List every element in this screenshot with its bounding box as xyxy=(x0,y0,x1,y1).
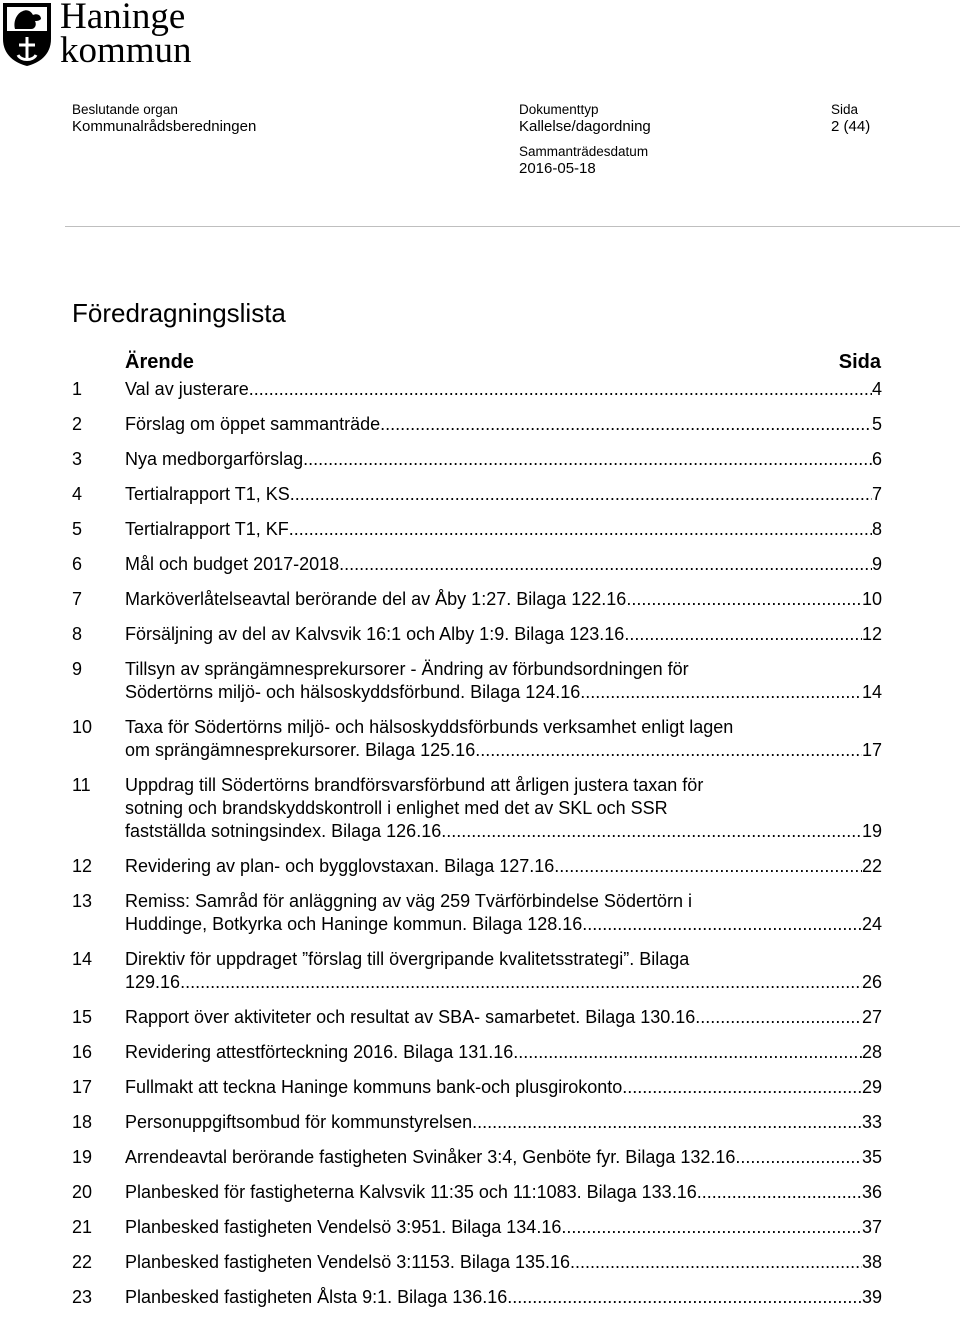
agenda-item-line: sotning och brandskyddskontroll i enlighet med det av SKL och SSR xyxy=(125,798,668,818)
agenda-item-title: Södertörns miljö- och hälsoskyddsförbund. Bilaga 124.16 xyxy=(125,682,581,702)
dot-leader xyxy=(695,1006,862,1029)
dot-leader xyxy=(290,483,872,506)
column-header-page: Sida xyxy=(838,351,881,373)
agenda-item-last-line xyxy=(125,739,882,762)
organ-label: Beslutande organ xyxy=(72,102,178,117)
agenda-item xyxy=(72,1181,882,1204)
agenda-item-text xyxy=(125,1006,882,1029)
header-divider xyxy=(65,226,960,227)
page-block xyxy=(831,101,870,135)
date-label: Sammanträdesdatum xyxy=(519,144,649,159)
logo-wordmark xyxy=(60,0,192,71)
page-label: Sida xyxy=(831,102,859,117)
agenda-item-title: Tertialrapport T1, KS xyxy=(125,484,290,504)
dot-leader xyxy=(380,413,872,436)
agenda-item-number: 3 xyxy=(72,449,83,469)
agenda-item-text xyxy=(125,855,882,878)
agenda-item xyxy=(72,1111,882,1134)
agenda-item-title: Rapport över aktiviteter och resultat av SBA- samarbetet. Bilaga 130.16 xyxy=(125,1007,696,1027)
agenda-item-number: 8 xyxy=(72,624,83,644)
agenda-item-title: Mål och budget 2017-2018 xyxy=(125,554,340,574)
dot-leader xyxy=(441,820,862,843)
agenda-item-page: 26 xyxy=(861,972,882,992)
agenda-item xyxy=(72,448,882,471)
agenda-item-last-line xyxy=(125,623,882,646)
agenda-item-text xyxy=(125,483,882,506)
dot-leader xyxy=(475,739,862,762)
agenda-item-text xyxy=(125,890,882,936)
agenda-item-text xyxy=(125,1076,882,1099)
doctype-block xyxy=(519,101,651,135)
dot-leader xyxy=(180,971,862,994)
agenda-item-text xyxy=(125,413,882,436)
organ-value: Kommunalrådsberedningen xyxy=(72,118,257,135)
agenda-item-title: Planbesked fastigheten Ålsta 9:1. Bilaga 136.16 xyxy=(125,1287,508,1307)
agenda-item-line: Tillsyn av sprängämnesprekursorer - Ändring av förbundsordningen för xyxy=(125,659,689,679)
agenda-item-page: 35 xyxy=(861,1147,882,1167)
agenda-item xyxy=(72,1251,882,1274)
agenda-item-title: Fullmakt att teckna Haninge kommuns bank-och plusgirokonto xyxy=(125,1077,623,1097)
agenda-item xyxy=(72,1076,882,1099)
doctype-label: Dokumenttyp xyxy=(519,102,599,117)
agenda-item xyxy=(72,378,882,401)
agenda-item xyxy=(72,948,882,994)
agenda-item-text xyxy=(125,1111,882,1134)
agenda-item-last-line xyxy=(125,413,882,436)
agenda-item-last-line xyxy=(125,1111,882,1134)
agenda-item-page: 17 xyxy=(861,740,882,760)
agenda-item-page: 22 xyxy=(861,856,882,876)
agenda-item-title: Planbesked fastigheten Vendelsö 3:1153. Bilaga 135.16 xyxy=(125,1252,571,1272)
agenda-item xyxy=(72,1286,882,1309)
agenda-item xyxy=(72,1041,882,1064)
agenda-item-number: 5 xyxy=(72,519,83,539)
agenda-item-number: 16 xyxy=(72,1042,93,1062)
agenda-item-number: 2 xyxy=(72,414,83,434)
agenda-item-last-line xyxy=(125,971,882,994)
agenda-item-last-line xyxy=(125,518,882,541)
agenda-item-number: 4 xyxy=(72,484,83,504)
agenda-item-line: Taxa för Södertörns miljö- och hälsoskyddsförbunds verksamhet enligt lagen xyxy=(125,717,734,737)
agenda-item-last-line xyxy=(125,681,882,704)
agenda-item-page: 39 xyxy=(861,1287,882,1307)
agenda-list xyxy=(72,378,882,1321)
agenda-item-last-line xyxy=(125,1006,882,1029)
agenda-item-title: Tertialrapport T1, KF xyxy=(125,519,289,539)
agenda-item-text xyxy=(125,588,882,611)
municipality-logo xyxy=(0,0,230,72)
agenda-item-text xyxy=(125,623,882,646)
doctype-value: Kallelse/dagordning xyxy=(519,118,651,135)
agenda-item-number: 10 xyxy=(72,717,93,737)
agenda-item xyxy=(72,623,882,646)
document-title: Föredragningslista xyxy=(72,298,286,328)
agenda-item xyxy=(72,1146,882,1169)
date-block xyxy=(519,143,648,177)
agenda-item-text xyxy=(125,1286,882,1309)
agenda-item-page: 10 xyxy=(861,589,882,609)
agenda-item-page: 4 xyxy=(871,379,882,399)
agenda-item-title: Marköverlåtelseavtal berörande del av Åby 1:27. Bilaga 122.16 xyxy=(125,589,627,609)
dot-leader xyxy=(303,448,872,471)
dot-leader xyxy=(561,1216,862,1239)
agenda-item-number: 19 xyxy=(72,1147,93,1167)
column-header-item: Ärende xyxy=(125,351,194,373)
agenda-item-title: om sprängämnesprekursorer. Bilaga 125.16 xyxy=(125,740,476,760)
agenda-item-last-line xyxy=(125,588,882,611)
date-value: 2016-05-18 xyxy=(519,160,596,177)
agenda-item xyxy=(72,774,882,843)
agenda-item-title: Planbesked fastigheten Vendelsö 3:951. Bilaga 134.16 xyxy=(125,1217,562,1237)
agenda-item-title: Försäljning av del av Kalvsvik 16:1 och Alby 1:9. Bilaga 123.16 xyxy=(125,624,625,644)
logo-line-1: Haninge xyxy=(60,0,186,37)
agenda-item-page: 5 xyxy=(871,414,882,434)
agenda-item xyxy=(72,658,882,704)
agenda-item-last-line xyxy=(125,553,882,576)
agenda-item-last-line xyxy=(125,448,882,471)
agenda-item-number: 23 xyxy=(72,1287,93,1307)
agenda-item-number: 18 xyxy=(72,1112,93,1132)
agenda-item-page: 29 xyxy=(861,1077,882,1097)
agenda-item-page: 24 xyxy=(861,914,882,934)
agenda-item-title: Förslag om öppet sammanträde xyxy=(125,414,381,434)
agenda-item-line: Uppdrag till Södertörns brandförsvarsförbund att årligen justera taxan för xyxy=(125,775,704,795)
agenda-item xyxy=(72,413,882,436)
agenda-item-text xyxy=(125,448,882,471)
agenda-item-title: Revidering attestförteckning 2016. Bilaga 131.16 xyxy=(125,1042,514,1062)
dot-leader xyxy=(570,1251,862,1274)
dot-leader xyxy=(249,378,872,401)
dot-leader xyxy=(507,1286,862,1309)
agenda-item-page: 37 xyxy=(861,1217,882,1237)
agenda-item xyxy=(72,588,882,611)
agenda-item-text xyxy=(125,716,882,762)
agenda-item-title: fastställda sotningsindex. Bilaga 126.16 xyxy=(125,821,442,841)
agenda-item-page: 19 xyxy=(861,821,882,841)
dot-leader xyxy=(624,623,862,646)
agenda-item-last-line xyxy=(125,820,882,843)
agenda-item-text xyxy=(125,518,882,541)
agenda-item xyxy=(72,855,882,878)
agenda-item-number: 6 xyxy=(72,554,83,574)
dot-leader xyxy=(622,1076,862,1099)
agenda-item-title: Revidering av plan- och bygglovstaxan. Bilaga 127.16 xyxy=(125,856,555,876)
agenda-item-last-line xyxy=(125,1146,882,1169)
agenda-item-title: Nya medborgarförslag xyxy=(125,449,304,469)
dot-leader xyxy=(513,1041,862,1064)
agenda-item-page: 36 xyxy=(861,1182,882,1202)
agenda-item-text xyxy=(125,1041,882,1064)
page-value: 2 (44) xyxy=(831,118,871,135)
agenda-item-last-line xyxy=(125,855,882,878)
agenda-item-page: 12 xyxy=(861,624,882,644)
logo-line-2: kommun xyxy=(60,30,192,71)
agenda-item-number: 21 xyxy=(72,1217,93,1237)
agenda-item-text xyxy=(125,1146,882,1169)
agenda-item xyxy=(72,518,882,541)
agenda-item xyxy=(72,716,882,762)
dot-leader xyxy=(289,518,872,541)
agenda-item-page: 7 xyxy=(871,484,882,504)
agenda-item-last-line xyxy=(125,1181,882,1204)
agenda-item-text xyxy=(125,658,882,704)
dot-leader xyxy=(582,913,862,936)
agenda-item-last-line xyxy=(125,378,882,401)
coat-of-arms-icon xyxy=(1,1,53,67)
dot-leader xyxy=(472,1111,862,1134)
agenda-item-line: Direktiv för uppdraget ”förslag till övergripande kvalitetsstrategi”. Bilaga xyxy=(125,949,690,969)
agenda-item-text xyxy=(125,378,882,401)
agenda-item-line: Remiss: Samråd för anläggning av väg 259 Tvärförbindelse Södertörn i xyxy=(125,891,692,911)
agenda-item-page: 6 xyxy=(871,449,882,469)
agenda-item-last-line xyxy=(125,1286,882,1309)
agenda-item-page: 14 xyxy=(861,682,882,702)
agenda-item-number: 9 xyxy=(72,659,83,679)
agenda-item-text xyxy=(125,553,882,576)
agenda-item-last-line xyxy=(125,1041,882,1064)
agenda-item-title: Personuppgiftsombud för kommunstyrelsen xyxy=(125,1112,473,1132)
agenda-item-text xyxy=(125,948,882,994)
agenda-item-title: Arrendeavtal berörande fastigheten Svinåker 3:4, Genböte fyr. Bilaga 132.16 xyxy=(125,1147,736,1167)
organ-block xyxy=(72,101,256,135)
agenda-item-number: 1 xyxy=(72,379,83,399)
agenda-item-last-line xyxy=(125,1251,882,1274)
agenda-item-page: 8 xyxy=(871,519,882,539)
agenda-item-last-line xyxy=(125,1216,882,1239)
dot-leader xyxy=(339,553,872,576)
dot-leader xyxy=(735,1146,862,1169)
agenda-item-number: 22 xyxy=(72,1252,93,1272)
agenda-item-title: Planbesked för fastigheterna Kalvsvik 11:35 och 11:1083. Bilaga 133.16 xyxy=(125,1182,697,1202)
dot-leader xyxy=(697,1181,862,1204)
agenda-item-number: 14 xyxy=(72,949,93,969)
dot-leader xyxy=(580,681,862,704)
dot-leader xyxy=(626,588,862,611)
agenda-item-page: 9 xyxy=(871,554,882,574)
agenda-item-title: 129.16 xyxy=(125,972,181,992)
agenda-item-title: Huddinge, Botkyrka och Haninge kommun. Bilaga 128.16 xyxy=(125,914,583,934)
agenda-item-last-line xyxy=(125,483,882,506)
agenda-item-number: 7 xyxy=(72,589,83,609)
agenda-item xyxy=(72,483,882,506)
agenda-item-number: 15 xyxy=(72,1007,93,1027)
agenda-item xyxy=(72,1216,882,1239)
agenda-item-number: 20 xyxy=(72,1182,93,1202)
agenda-item-page: 33 xyxy=(861,1112,882,1132)
agenda-item-title: Val av justerare xyxy=(125,379,249,399)
agenda-item-text xyxy=(125,774,882,843)
agenda-item-text xyxy=(125,1181,882,1204)
agenda-item-number: 11 xyxy=(72,775,91,795)
agenda-item-page: 28 xyxy=(861,1042,882,1062)
agenda-item-text xyxy=(125,1216,882,1239)
agenda-item-number: 13 xyxy=(72,891,93,911)
agenda-item-page: 38 xyxy=(861,1252,882,1272)
agenda-item xyxy=(72,553,882,576)
agenda-item-text xyxy=(125,1251,882,1274)
agenda-item-number: 12 xyxy=(72,856,93,876)
agenda-item-last-line xyxy=(125,913,882,936)
dot-leader xyxy=(554,855,862,878)
agenda-item-number: 17 xyxy=(72,1077,93,1097)
agenda-item-last-line xyxy=(125,1076,882,1099)
agenda-item xyxy=(72,890,882,936)
agenda-item xyxy=(72,1006,882,1029)
agenda-item-page: 27 xyxy=(861,1007,882,1027)
